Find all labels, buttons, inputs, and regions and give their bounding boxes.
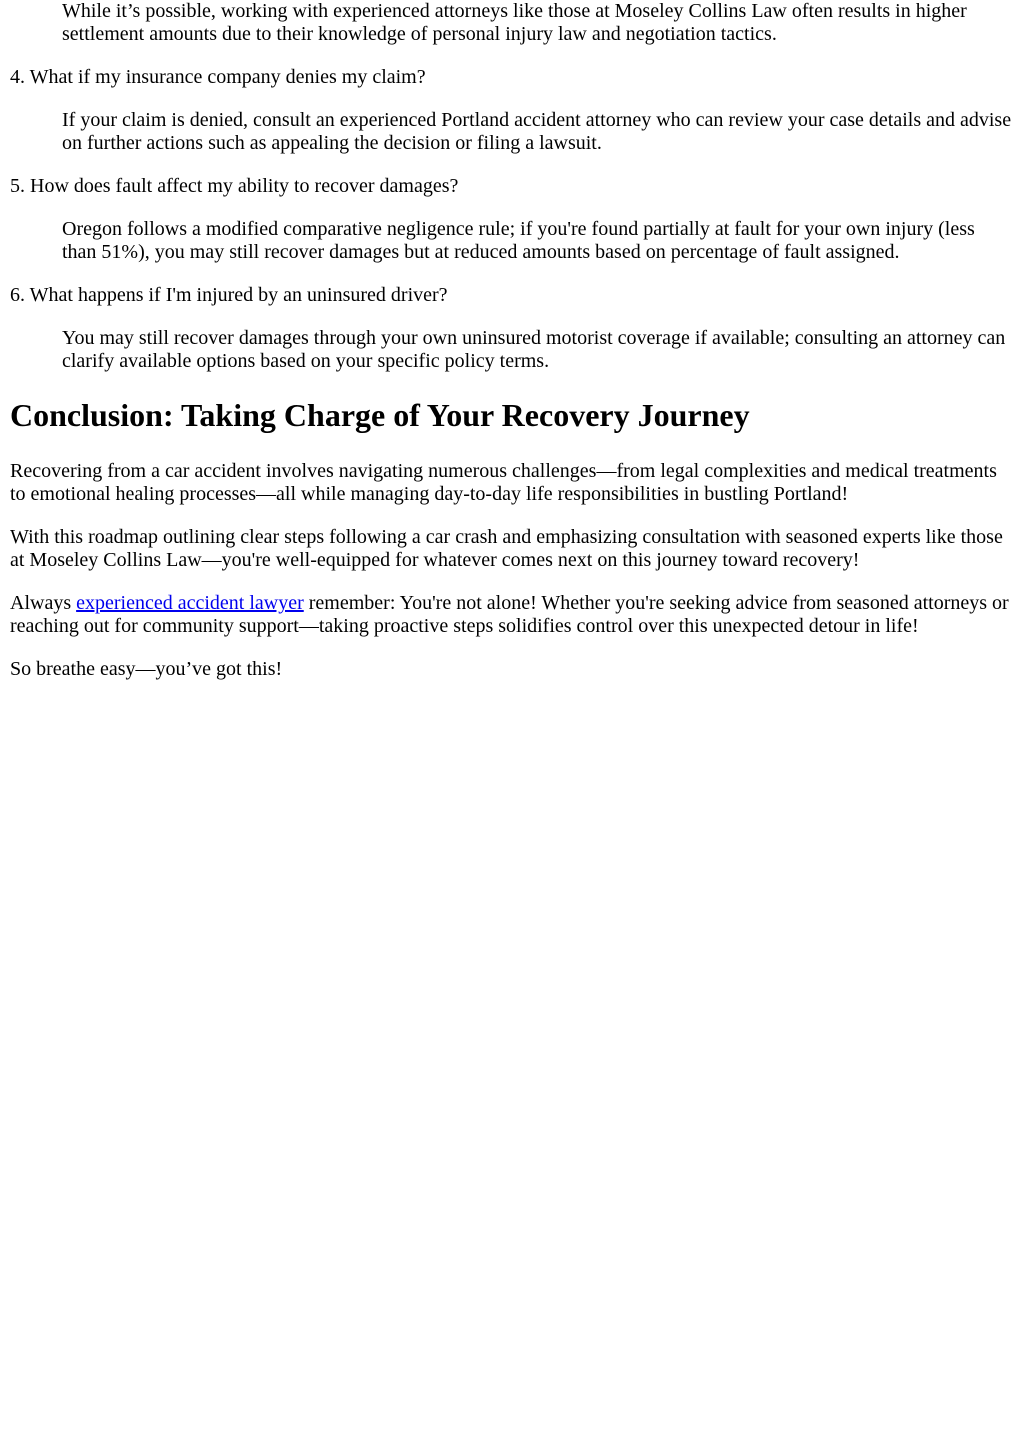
conclusion-paragraph-3 — [10, 592, 1014, 638]
experienced-accident-lawyer-link[interactable]: experienced accident lawyer — [76, 592, 304, 614]
conclusion-paragraph-2: With this roadmap outlining clear steps following a car crash and emphasizing consultation with seasoned experts like those at Moseley Collins Law—you're well-equipped for whatever comes next on this journey toward recovery! — [10, 526, 1003, 571]
faq-answer-3: While it’s possible, working with experienced attorneys like those at Moseley Collins Law often results in higher settlement amounts due to their knowledge of personal injury law and negotiation tactics. — [62, 0, 967, 45]
paragraph-3-suffix: remember: You're not alone! Whether you're seeking advice from seasoned attorneys or reaching out for community support—taking proactive steps solidifies control over this unexpected detour in life! — [10, 592, 1009, 637]
faq-answer-5: Oregon follows a modified comparative negligence rule; if you're found partially at fault for your own injury (less than 51%), you may still recover damages but at reduced amounts based on percentage of fault assigned. — [62, 218, 975, 263]
faq-question-4: 4. What if my insurance company denies my claim? — [10, 66, 426, 88]
article-page — [0, 0, 1024, 681]
conclusion-heading: Conclusion: Taking Charge of Your Recovery Journey — [10, 397, 750, 433]
conclusion-paragraph-1: Recovering from a car accident involves navigating numerous challenges—from legal complexities and medical treatments to emotional healing processes—all while managing day-to-day life responsibilities in bustling Portland! — [10, 460, 997, 505]
faq-question-5: 5. How does fault affect my ability to recover damages? — [10, 175, 459, 197]
faq-answer-6: You may still recover damages through your own uninsured motorist coverage if available; consulting an attorney can clarify available options based on your specific policy terms. — [62, 327, 1006, 372]
conclusion-paragraph-4: So breathe easy—you’ve got this! — [10, 658, 283, 680]
faq-answer-4: If your claim is denied, consult an experienced Portland accident attorney who can review your case details and advise on further actions such as appealing the decision or filing a lawsuit. — [62, 109, 1012, 154]
faq-question-6: 6. What happens if I'm injured by an uninsured driver? — [10, 284, 448, 306]
paragraph-3-prefix: Always — [10, 592, 77, 614]
